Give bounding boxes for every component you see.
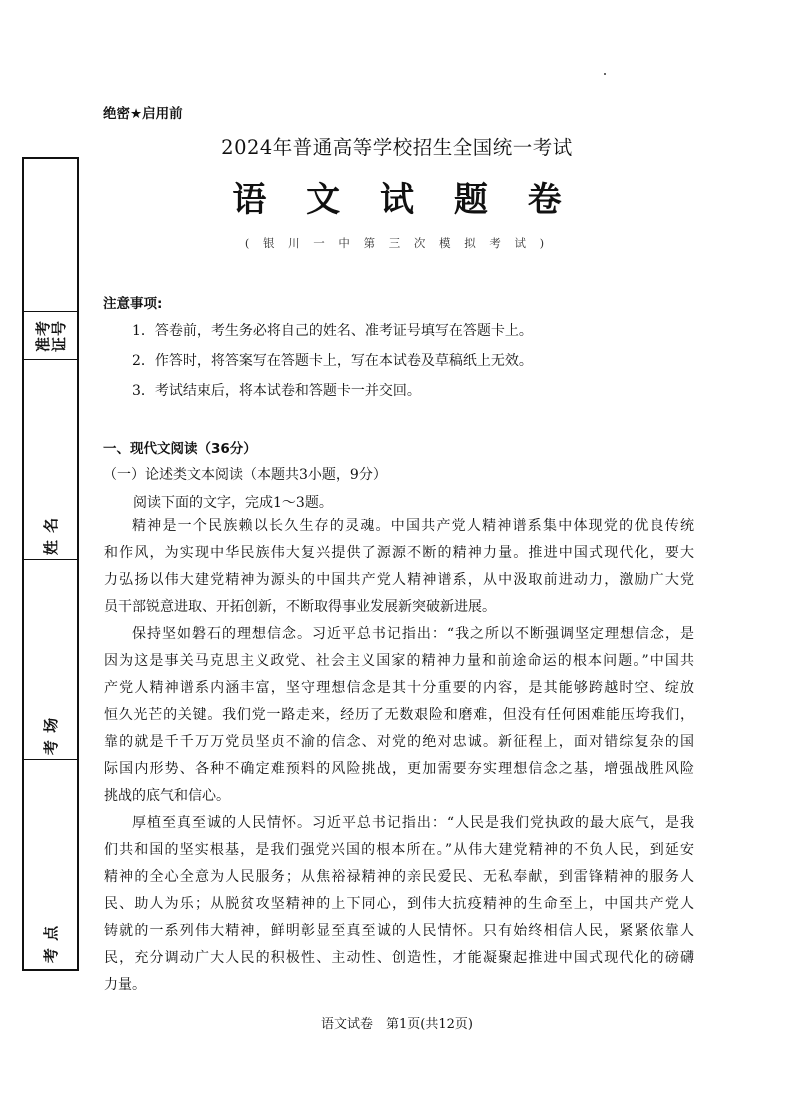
passage-paragraph (104, 621, 694, 810)
binding-label-name: 姓 名 (41, 516, 60, 556)
paragraph-line: 靠的就是千千万万党员坚贞不渝的信念、对党的绝对忠诚。新征程上，面对错综复杂的国 (104, 734, 694, 750)
paragraph-line: 精神是一个民族赖以长久生存的灵魂。中国共产党人精神谱系集中体现党的优良传统 (132, 518, 694, 534)
binding-cell-room-label (24, 714, 77, 759)
binding-cell-name-label (24, 514, 77, 559)
binding-divider (24, 559, 77, 560)
confidential-mark: 绝密★启用前 (103, 106, 183, 122)
paragraph-line: 挑战的底气和信心。 (104, 788, 230, 804)
binding-label-exam-site: 考 点 (41, 924, 60, 964)
binding-column (22, 157, 79, 971)
paragraph-line: 员干部锐意进取、开拓创新，不断取得事业发展新突破新进展。 (104, 599, 496, 615)
paragraph-line: 保持坚如磐石的理想信念。习近平总书记指出：“我之所以不断强调坚定理想信念，是 (132, 626, 694, 642)
subsection-heading: （一）论述类文本阅读（本题共3小题，9分） (103, 467, 387, 483)
binding-divider (24, 759, 77, 760)
paragraph-line: 和作风，为实现中华民族伟大复兴提供了源源不断的精神力量。推进中国式现代化，要大 (104, 545, 694, 561)
notice-item: 2．作答时，将答案写在答题卡上，写在本试卷及草稿纸上无效。 (132, 353, 533, 369)
notice-item: 1．答卷前，考生务必将自己的姓名、准考证号填写在答题卡上。 (132, 323, 533, 339)
paper-subtitle: ( 银 川 一 中 第 三 次 模 拟 考 试 ) (244, 236, 550, 250)
passage-paragraph (104, 810, 694, 999)
notice-heading: 注意事项: (103, 296, 163, 312)
binding-cell-site-label (24, 914, 77, 964)
paragraph-line: 厚植至真至诚的人民情怀。习近平总书记指出：“人民是我们党执政的最大底气，是我 (132, 815, 694, 831)
paragraph-line: 力量。 (104, 977, 146, 993)
paragraph-line: 产党人精神谱系内涵丰富，坚守理想信念是其十分重要的内容，是其能够跨越时空、绽放 (104, 680, 694, 696)
binding-label-ticket-number: 准考 证号 (33, 319, 68, 353)
page-footer: 语文试卷 第1页(共12页) (321, 1017, 473, 1032)
notice-item: 3．考试结束后，将本试卷和答题卡一并交回。 (132, 383, 421, 399)
scan-speck (604, 73, 606, 75)
passage-paragraph (104, 513, 694, 621)
paper-title: 语 文 试 题 卷 (232, 180, 576, 220)
paragraph-line: 铸就的一系列伟大精神，鲜明彰显至真至诚的人民情怀。只有始终相信人民，紧紧依靠人 (104, 923, 694, 939)
binding-label-exam-room: 考 场 (41, 716, 60, 756)
binding-cell-ticket-label (24, 311, 77, 359)
paragraph-line: 因为这是事关马克思主义政党、社会主义国家的精神力量和前途命运的根本问题。”中国共 (104, 653, 694, 669)
paragraph-line: 民、助人为乐；从脱贫攻坚精神的上下同心，到伟大抗疫精神的生命至上，中国共产党人 (104, 896, 694, 912)
exam-name: 2024年普通高等学校招生全国统一考试 (221, 136, 573, 159)
paragraph-line: 际国内形势、各种不确定难预料的风险挑战，更加需要夯实理想信念之基，增强战胜风险 (104, 761, 694, 777)
paragraph-line: 力弘扬以伟大建党精神为源头的中国共产党人精神谱系，从中汲取前进动力，激励广大党 (104, 572, 694, 588)
paragraph-line: 民，充分调动广大人民的积极性、主动性、创造性，才能凝聚起推进中国式现代化的磅礴 (104, 950, 694, 966)
paragraph-line: 们共和国的坚实根基，是我们强党兴国的根本所在。”从伟大建党精神的不负人民，到延安 (104, 842, 694, 858)
paragraph-line: 精神的全心全意为人民服务；从焦裕禄精神的亲民爱民、无私奉献，到雷锋精神的服务人 (104, 869, 694, 885)
reading-instruction: 阅读下面的文字，完成1～3题。 (133, 495, 333, 511)
paragraph-line: 恒久光芒的关键。我们党一路走来，经历了无数艰险和磨难，但没有任何困难能压垮我们， (104, 707, 694, 723)
section-heading: 一、现代文阅读（36分） (103, 441, 257, 457)
